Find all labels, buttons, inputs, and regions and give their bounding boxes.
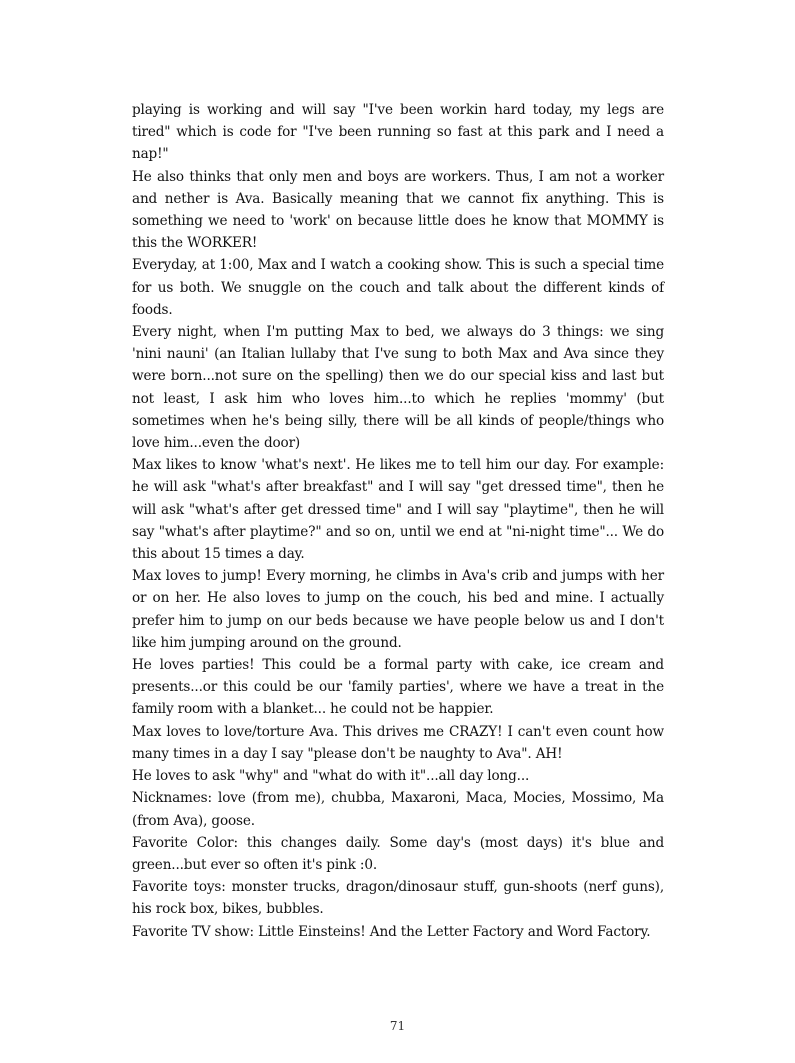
paragraph-favorite-toys: Favorite toys: monster trucks, dragon/dinosaur stuff, gun-shoots (nerf guns), his rock box, bikes, bubbles. xyxy=(132,879,664,918)
paragraph-bedtime: Every night, when I'm putting Max to bed, we always do 3 things: we sing 'nini nauni' (an Italian lullaby that I've sung to both Max and Ava since they were born...not sure on the spelling) then we do our special kiss and last but not least, I ask him who loves him...to which he replies 'mommy' (but sometimes when he's being silly, there will be all kinds of people/things who love him...even the door) xyxy=(132,324,664,452)
paragraph-favorite-color: Favorite Color: this changes daily. Some day's (most days) it's blue and green...but ever so often it's pink :0. xyxy=(132,834,664,873)
paragraph-torture-ava: Max loves to love/torture Ava. This drives me CRAZY! I can't even count how many times in a day I say "please don't be naughty to Ava". AH! xyxy=(132,723,664,762)
paragraph-parties: He loves parties! This could be a formal party with cake, ice cream and presents...or this could be our 'family parties', where we have a treat in the family room with a blanket... he could not be happier. xyxy=(132,657,664,718)
paragraph-whats-next: Max likes to know 'what's next'. He likes me to tell him our day. For example: he will ask "what's after breakfast" and I will say "get dressed time", then he will ask "what's after get dressed time" and I will say "playtime", then he will say "what's after playtime?" and so on, until we end at "ni-night time"... We do this about 15 times a day. xyxy=(132,457,664,563)
paragraph-nicknames: Nicknames: love (from me), chubba, Maxaroni, Maca, Mocies, Mossimo, Ma (from Ava), goose. xyxy=(132,790,664,829)
body-text xyxy=(132,99,664,943)
paragraph-favorite-tv: Favorite TV show: Little Einsteins! And the Letter Factory and Word Factory. xyxy=(132,923,651,940)
paragraph-why: He loves to ask "why" and "what do with it"...all day long... xyxy=(132,768,530,785)
paragraph-cooking-show: Everyday, at 1:00, Max and I watch a cooking show. This is such a special time for us both. We snuggle on the couch and talk about the different kinds of foods. xyxy=(132,257,664,318)
paragraph-jump: Max loves to jump! Every morning, he climbs in Ava's crib and jumps with her or on her. He also loves to jump on the couch, his bed and mine. I actually prefer him to jump on our beds because we have people below us and I don't like him jumping around on the ground. xyxy=(132,568,664,651)
page-number: 71 xyxy=(389,1019,406,1033)
paragraph-nap: playing is working and will say "I've been workin hard today, my legs are tired" which is code for "I've been running so fast at this park and I need a nap!" xyxy=(132,102,664,163)
paragraph-workers: He also thinks that only men and boys are workers. Thus, I am not a worker and nether is Ava. Basically meaning that we cannot fix anything. This is something we need to 'work' on because little does he know that MOMMY is this the WORKER! xyxy=(132,168,664,252)
